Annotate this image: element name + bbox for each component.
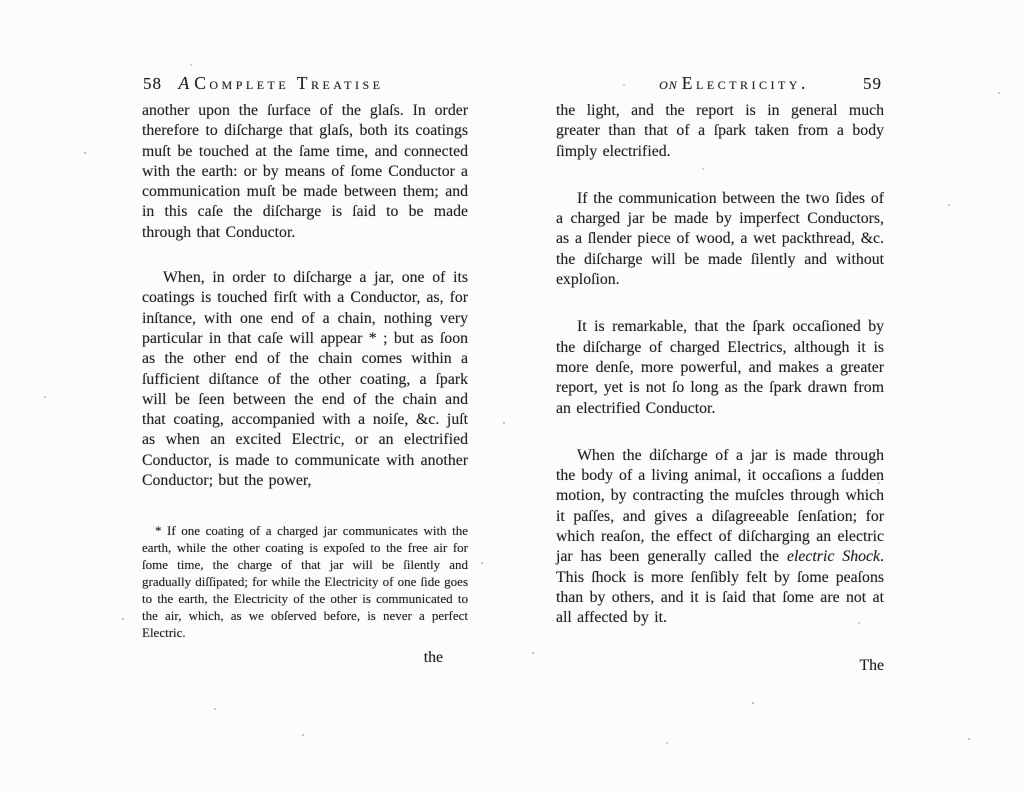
paragraph-text-after: . This ſhock is more ſenſibly felt by ſome peaſons than by others, and it is ſaid that ſome are not at all affected by it. — [556, 548, 884, 627]
running-title-right — [570, 73, 898, 94]
catchword-right: The — [859, 656, 884, 674]
running-title-right-caps: Electricity. — [681, 73, 809, 93]
footnote: * If one coating of a charged jar communicates with the earth, while the other coating is expoſed to the free air for ſome time, the charge of that jar will be ſilently and gradually diſſipated; for while the Electricity of one ſide goes to the earth, the Electricity of the other is communicated to the air, which, as we obſerved before, is never a perfect Electric. — [142, 523, 468, 641]
paragraph: When, in order to diſcharge a jar, one of its coatings is touched firſt with a Conductor, as, for inſtance, with one end of a chain, nothing very particular in that caſe will appear * ; but as ſoon as the other end of the chain comes within a ſufficient diſtance of the other coating, a ſpark will be ſeen between the end of the chain and that coating, accompanied with a noiſe, &c. juſt as when an excited Electric, or an electrified Conductor, is made to communicate with another Conductor; but the power, — [142, 269, 468, 490]
page-58 — [142, 73, 468, 668]
paragraph: the light, and the report is in general much greater than that of a ſpark taken from a body ſimply electrified. — [556, 102, 884, 160]
running-title-left — [118, 73, 444, 94]
page-59 — [556, 73, 884, 676]
paragraph — [556, 446, 884, 629]
paragraph-text-before: When the diſcharge of a jar is made through the body of a living animal, it occaſions a ſudden motion, by contracting the muſcles through which it paſſes, and gives a diſagreeable ſenſation; for which reaſon, the effect of diſcharging an electric jar has been generally called the — [556, 446, 884, 566]
paragraph: If the communication between the two ſides of a charged jar be made by imperfect Conductors, as a ſlender piece of wood, a wet packthread, &c. the diſcharge will be made ſilently and without exploſion. — [556, 189, 884, 289]
page-number-58: 58 — [143, 74, 162, 93]
running-head-left — [142, 73, 468, 95]
paragraph: another upon the ſurface of the glaſs. In order therefore to diſcharge that glaſs, both its coatings muſt be touched at the ſame time, and connected with the earth: or by means of ſome Conductor a communication muſt be made between them; and in this caſe the diſcharge is ſaid to be made through that Conductor. — [142, 102, 468, 241]
page-number-59: 59 — [863, 74, 882, 93]
right-page-body — [556, 101, 884, 629]
running-head-right — [556, 73, 884, 95]
running-title-left-caps: Complete Treatise — [194, 73, 384, 93]
italic-phrase: electric Shock — [787, 548, 881, 566]
running-title-left-italic: A — [178, 73, 191, 93]
left-page-body — [142, 101, 468, 491]
running-title-right-italic: on — [659, 73, 678, 93]
paragraph: It is remarkable, that the ſpark occaſioned by the diſcharge of charged Electrics, although it is more denſe, more powerful, and makes a greater report, yet is not ſo long as the ſpark drawn from an electrified Conductor. — [556, 318, 884, 417]
scan-speckles — [0, 0, 2, 2]
catchword-left: the — [423, 649, 443, 667]
